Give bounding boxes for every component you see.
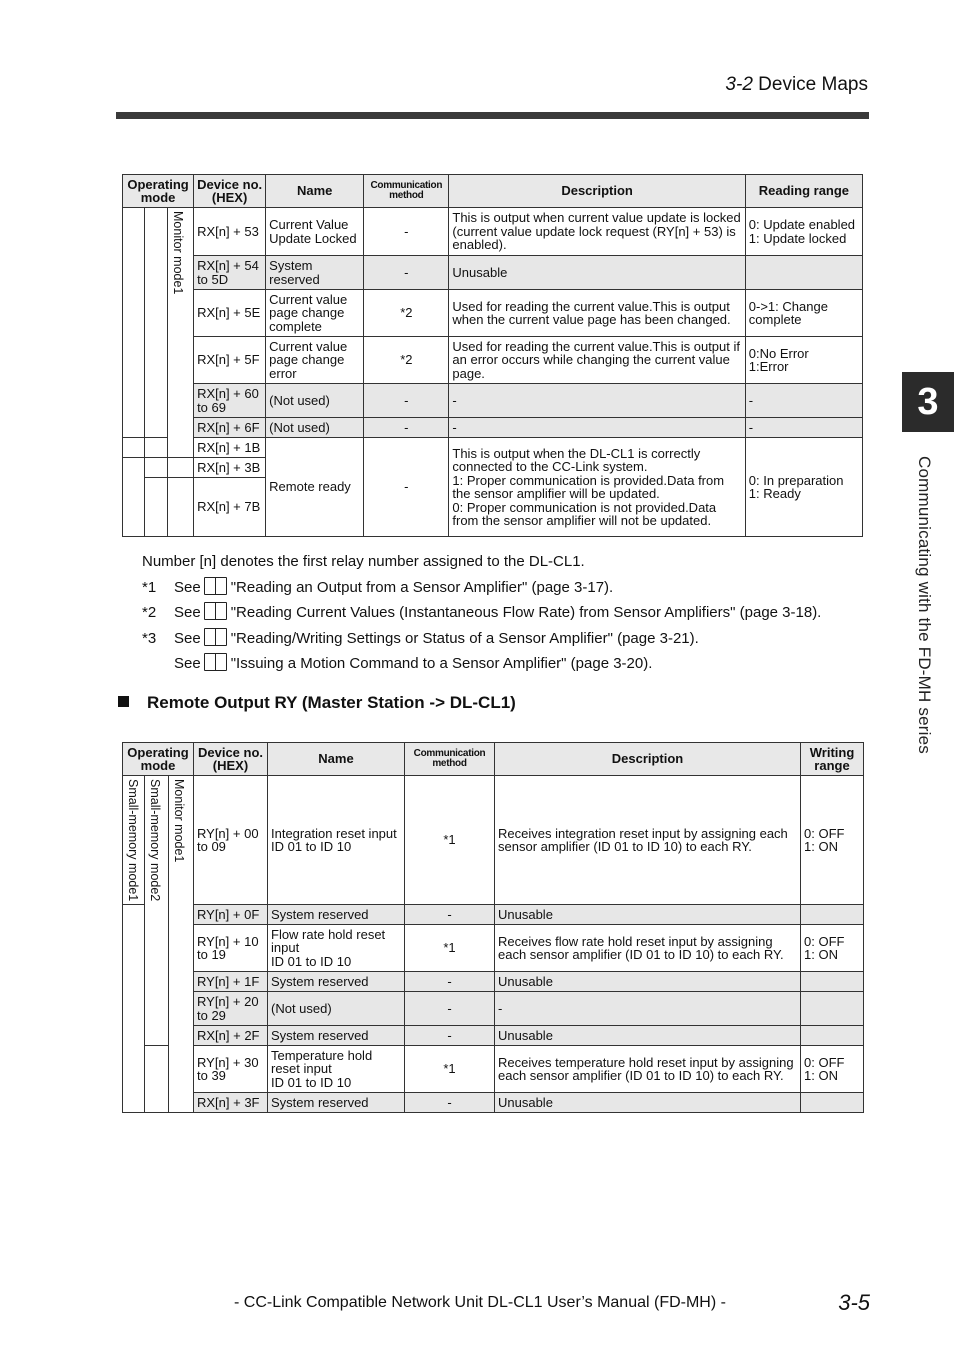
col-header-description: Description <box>449 175 745 208</box>
footnote-text: "Reading an Output from a Sensor Amplifier" (page 3-17). <box>230 578 614 596</box>
table-header-row <box>123 743 864 776</box>
writing-range: 0: OFF 1: ON <box>801 1046 864 1093</box>
mode-cell-blank <box>145 458 168 478</box>
description: - <box>495 992 801 1026</box>
comm-method: *1 <box>405 776 495 905</box>
header-rule <box>116 112 869 119</box>
mode-label: Monitor mode1 <box>171 211 186 295</box>
footnote-item <box>142 626 821 652</box>
writing-range: 0: OFF 1: ON <box>801 925 864 972</box>
table-row <box>123 1093 864 1113</box>
table-row <box>123 384 863 418</box>
mode-cell-blank <box>123 905 145 1113</box>
device-name: Flow rate hold reset input ID 01 to ID 10 <box>268 925 405 972</box>
col-header-device-no: Device no. (HEX) <box>194 743 268 776</box>
mode-cell-small-memory2 <box>145 776 169 1046</box>
footnote-item <box>142 600 821 626</box>
page-number: 3-5 <box>838 1290 870 1315</box>
device-no: RX[n] + 1B <box>194 438 266 458</box>
description: - <box>449 384 745 418</box>
comm-method: *1 <box>405 925 495 972</box>
col-header-name: Name <box>268 743 405 776</box>
device-no: RX[n] + 7B <box>194 478 266 537</box>
writing-range <box>801 992 864 1026</box>
table-row <box>123 992 864 1026</box>
description: Unusable <box>495 905 801 925</box>
chapter-tab: 3 <box>902 372 954 432</box>
table-row <box>123 1046 864 1093</box>
mode-cell-blank <box>123 208 145 438</box>
table-row <box>123 438 863 458</box>
writing-range <box>801 1093 864 1113</box>
device-no: RX[n] + 3B <box>194 458 266 478</box>
mode-cell-blank <box>123 438 145 458</box>
footnote-item <box>142 651 821 677</box>
table-header-row <box>123 175 863 208</box>
device-name: Current value page change complete <box>266 290 364 337</box>
footnote-mark: *2 <box>142 604 157 622</box>
table-row <box>123 925 864 972</box>
reading-range: 0->1: Change complete <box>745 290 862 337</box>
device-name: Temperature hold reset input ID 01 to ID 10 <box>268 1046 405 1093</box>
section-title: Device Maps <box>758 74 868 95</box>
reference-book-icon <box>204 653 228 671</box>
mode-label: Small-memory mode2 <box>148 779 162 902</box>
col-header-device-no: Device no. (HEX) <box>194 175 266 208</box>
table-row <box>123 1026 864 1046</box>
table-row <box>123 256 863 290</box>
writing-range <box>801 1026 864 1046</box>
device-no: RY[n] + 30 to 39 <box>194 1046 268 1093</box>
device-name: System reserved <box>268 1093 405 1113</box>
comm-method: *2 <box>364 290 449 337</box>
device-name: System reserved <box>268 905 405 925</box>
remote-input-table <box>122 174 863 537</box>
mode-cell-small-memory1 <box>123 776 145 905</box>
device-no: RX[n] + 2F <box>194 1026 268 1046</box>
mode-cell-monitor1 <box>169 776 194 1113</box>
footnotes <box>142 549 821 677</box>
comm-method: - <box>364 438 449 537</box>
mode-cell-blank <box>168 478 194 537</box>
footnote-mark: *1 <box>142 578 157 596</box>
see-text: See <box>174 578 201 596</box>
comm-method: - <box>364 384 449 418</box>
description: Used for reading the current value.This is output if an error occurs while changing the current value page. <box>449 337 745 384</box>
device-name: (Not used) <box>268 992 405 1026</box>
comm-method: *1 <box>405 1046 495 1093</box>
device-no: RY[n] + 0F <box>194 905 268 925</box>
footer-manual-title: - CC-Link Compatible Network Unit DL-CL1 User’s Manual (FD-MH) - <box>234 1294 726 1311</box>
device-name: (Not used) <box>266 418 364 438</box>
reading-range: - <box>745 384 862 418</box>
col-header-writing-range: Writing range <box>801 743 864 776</box>
mode-label: Monitor mode1 <box>172 779 186 863</box>
comm-method: - <box>405 1093 495 1113</box>
description: This is output when current value update is locked (current value update lock request (RY[n] + 53) is enabled). <box>449 208 745 256</box>
comm-method: - <box>364 208 449 256</box>
see-text: See <box>174 655 201 673</box>
reference-book-icon <box>204 577 228 595</box>
reading-range: 0: In preparation 1: Ready <box>745 438 862 537</box>
device-no: RX[n] + 60 to 69 <box>194 384 266 418</box>
table-row <box>123 337 863 384</box>
description: Unusable <box>495 972 801 992</box>
description: Used for reading the current value.This is output when the current value page has been changed. <box>449 290 745 337</box>
section-header <box>725 74 868 96</box>
footnote-text: "Reading Current Values (Instantaneous Flow Rate) from Sensor Amplifiers" (page 3-18). <box>230 604 822 622</box>
table-row <box>123 776 864 905</box>
description: Unusable <box>495 1093 801 1113</box>
col-header-communication-method: Communication method <box>405 743 495 776</box>
device-name: Integration reset input ID 01 to ID 10 <box>268 776 405 905</box>
see-text: See <box>174 629 201 647</box>
square-bullet-icon <box>118 696 129 707</box>
mode-cell-blank <box>168 458 194 478</box>
comm-method: - <box>405 992 495 1026</box>
section-number: 3-2 <box>725 74 753 95</box>
device-no: RX[n] + 6F <box>194 418 266 438</box>
description: Unusable <box>449 256 745 290</box>
reference-book-icon <box>204 628 228 646</box>
device-no: RX[n] + 54 to 5D <box>194 256 266 290</box>
comm-method: - <box>405 1026 495 1046</box>
reading-range <box>745 256 862 290</box>
mode-cell-blank <box>145 208 168 438</box>
footnote-text: "Issuing a Motion Command to a Sensor Amplifier" (page 3-20). <box>230 655 653 673</box>
description: Receives temperature hold reset input by assigning each sensor amplifier (ID 01 to ID 10) to each RY. <box>495 1046 801 1093</box>
mode-cell-blank <box>123 458 145 537</box>
description: This is output when the DL-CL1 is correctly connected to the CC-Link system. 1: Proper communication is provided.Data from the sensor amplifier will be updated. 0: Proper communication is not provided.Data from the sensor amplifier will not be updated. <box>449 438 745 537</box>
footnote-intro: Number [n] denotes the first relay number assigned to the DL-CL1. <box>142 553 585 570</box>
reading-range: 0: Update enabled 1: Update locked <box>745 208 862 256</box>
device-name: (Not used) <box>266 384 364 418</box>
comm-method: *2 <box>364 337 449 384</box>
device-no: RY[n] + 1F <box>194 972 268 992</box>
see-text: See <box>174 604 201 622</box>
mode-cell-blank <box>145 478 168 537</box>
section-heading <box>118 693 516 713</box>
reading-range: 0:No Error 1:Error <box>745 337 862 384</box>
col-header-reading-range: Reading range <box>745 175 862 208</box>
device-name: Current Value Update Locked <box>266 208 364 256</box>
comm-method: - <box>364 418 449 438</box>
table-row <box>123 208 863 256</box>
device-name: System reserved <box>268 972 405 992</box>
writing-range <box>801 905 864 925</box>
chapter-side-label: Communicating with the FD-MH series <box>915 456 934 754</box>
device-name: System reserved <box>268 1026 405 1046</box>
footnote-item <box>142 575 821 601</box>
footnote-mark: *3 <box>142 629 157 647</box>
remote-output-table <box>122 742 864 1113</box>
table-row <box>123 418 863 438</box>
section-heading-text: Remote Output RY (Master Station -> DL-CL1) <box>147 693 516 712</box>
device-name: Remote ready <box>266 438 364 537</box>
footnote-text: "Reading/Writing Settings or Status of a Sensor Amplifier" (page 3-21). <box>230 629 699 647</box>
mode-cell-blank <box>145 438 168 458</box>
col-header-name: Name <box>266 175 364 208</box>
comm-method: - <box>405 905 495 925</box>
reading-range: - <box>745 418 862 438</box>
device-no: RX[n] + 3F <box>194 1093 268 1113</box>
col-header-operating-mode: Operating mode <box>123 743 194 776</box>
device-no: RX[n] + 5F <box>194 337 266 384</box>
writing-range <box>801 972 864 992</box>
comm-method: - <box>405 972 495 992</box>
mode-cell-blank <box>145 1046 169 1113</box>
mode-cell-monitor1 <box>168 208 194 458</box>
device-no: RY[n] + 20 to 29 <box>194 992 268 1026</box>
device-no: RX[n] + 53 <box>194 208 266 256</box>
device-name: System reserved <box>266 256 364 290</box>
mode-label: Small-memory mode1 <box>126 779 140 902</box>
description: - <box>449 418 745 438</box>
table-row <box>123 972 864 992</box>
writing-range: 0: OFF 1: ON <box>801 776 864 905</box>
description: Unusable <box>495 1026 801 1046</box>
device-no: RY[n] + 00 to 09 <box>194 776 268 905</box>
device-no: RX[n] + 5E <box>194 290 266 337</box>
col-header-operating-mode: Operating mode <box>123 175 194 208</box>
table-row <box>123 290 863 337</box>
reference-book-icon <box>204 602 228 620</box>
col-header-communication-method: Communication method <box>364 175 449 208</box>
device-name: Current value page change error <box>266 337 364 384</box>
device-no: RY[n] + 10 to 19 <box>194 925 268 972</box>
col-header-description: Description <box>495 743 801 776</box>
description: Receives integration reset input by assigning each sensor amplifier (ID 01 to ID 10) to each RY. <box>495 776 801 905</box>
description: Receives flow rate hold reset input by assigning each sensor amplifier (ID 01 to ID 10) to each RY. <box>495 925 801 972</box>
table-row <box>123 905 864 925</box>
comm-method: - <box>364 256 449 290</box>
